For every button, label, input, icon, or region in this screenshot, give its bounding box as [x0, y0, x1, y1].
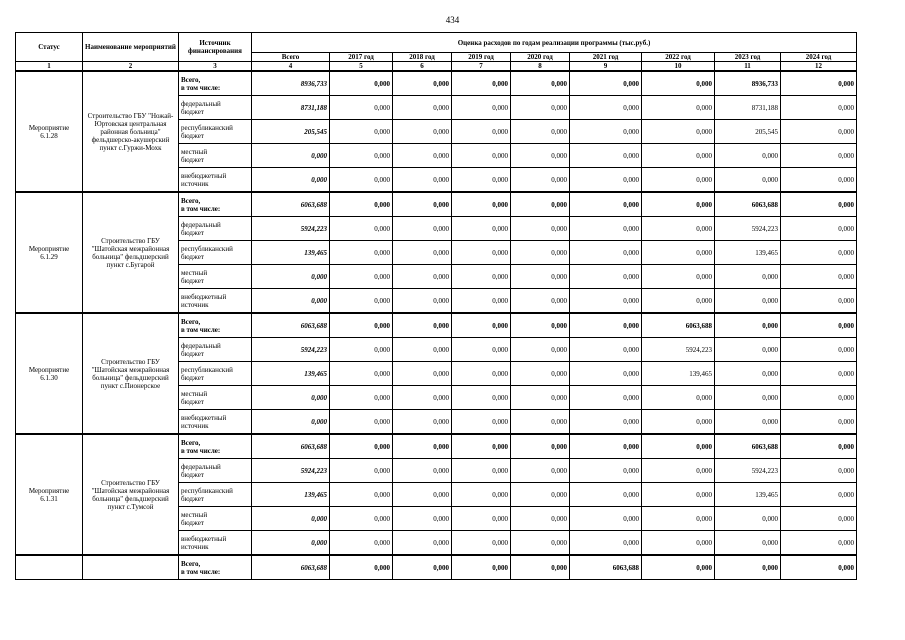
year-value-cell: 0,000 [452, 265, 511, 289]
year-value-cell: 0,000 [642, 386, 715, 410]
total-cell: 8731,188 [252, 96, 330, 120]
year-value-cell: 0,000 [715, 265, 781, 289]
year-value-cell: 0,000 [393, 507, 452, 531]
year-value-cell: 0,000 [452, 96, 511, 120]
year-value-cell: 0,000 [330, 338, 393, 362]
year-value-cell: 0,000 [330, 362, 393, 386]
year-value-cell: 0,000 [452, 289, 511, 314]
year-value-cell: 0,000 [511, 144, 570, 168]
page-number: 434 [445, 15, 460, 25]
year-value-cell: 0,000 [781, 144, 857, 168]
year-value-cell: 6063,688 [570, 555, 642, 580]
year-value-cell: 0,000 [330, 241, 393, 265]
total-cell: 6063,688 [252, 313, 330, 338]
year-value-cell: 0,000 [330, 386, 393, 410]
year-value-cell: 0,000 [330, 217, 393, 241]
column-number: 7 [452, 62, 511, 72]
column-number: 1 [16, 62, 83, 72]
year-value-cell: 0,000 [642, 192, 715, 217]
year-value-cell: 0,000 [781, 168, 857, 193]
year-value-cell: 0,000 [781, 555, 857, 580]
year-value-cell: 0,000 [511, 362, 570, 386]
year-value-cell: 0,000 [570, 241, 642, 265]
year-value-cell: 0,000 [570, 96, 642, 120]
year-value-cell: 0,000 [511, 265, 570, 289]
year-value-cell: 0,000 [570, 265, 642, 289]
year-value-cell: 0,000 [781, 531, 857, 556]
year-value-cell: 0,000 [570, 120, 642, 144]
year-value-cell: 0,000 [570, 192, 642, 217]
event-status: Мероприятие 6.1.28 [16, 71, 83, 192]
year-value-cell: 0,000 [452, 434, 511, 459]
year-value-cell: 0,000 [393, 192, 452, 217]
year-value-cell: 0,000 [781, 241, 857, 265]
year-value-cell: 0,000 [511, 192, 570, 217]
year-value-cell: 0,000 [393, 531, 452, 556]
total-cell: 0,000 [252, 507, 330, 531]
year-value-cell: 0,000 [781, 338, 857, 362]
year-value-cell: 0,000 [452, 120, 511, 144]
header-status: Статус [16, 33, 83, 62]
year-value-cell: 0,000 [570, 144, 642, 168]
funding-source: местный бюджет [179, 507, 252, 531]
year-value-cell: 0,000 [393, 434, 452, 459]
year-value-cell: 0,000 [511, 386, 570, 410]
funding-source: Всего, в том числе: [179, 313, 252, 338]
header-source: Источник финансирования [179, 33, 252, 62]
year-value-cell: 0,000 [511, 71, 570, 96]
total-cell: 205,545 [252, 120, 330, 144]
year-value-cell: 0,000 [715, 507, 781, 531]
year-value-cell: 8731,188 [715, 96, 781, 120]
year-value-cell: 0,000 [330, 192, 393, 217]
total-cell: 6063,688 [252, 192, 330, 217]
header-year: 2023 год [715, 53, 781, 62]
event-name: Строительство ГБУ "Шатойская межрайонная больница" фельдшерский пункт с.Пионерское [83, 313, 179, 434]
total-cell: 0,000 [252, 531, 330, 556]
year-value-cell: 0,000 [642, 289, 715, 314]
column-number: 5 [330, 62, 393, 72]
year-value-cell: 0,000 [570, 434, 642, 459]
column-number: 11 [715, 62, 781, 72]
table-row [16, 192, 857, 217]
year-value-cell: 5924,223 [715, 217, 781, 241]
year-value-cell: 0,000 [393, 217, 452, 241]
year-value-cell: 0,000 [393, 410, 452, 435]
year-value-cell: 0,000 [642, 507, 715, 531]
funding-source: местный бюджет [179, 265, 252, 289]
event-name [83, 555, 179, 580]
table-row [16, 313, 857, 338]
year-value-cell: 0,000 [452, 192, 511, 217]
year-value-cell: 0,000 [452, 386, 511, 410]
header-year: 2018 год [393, 53, 452, 62]
year-value-cell: 0,000 [330, 96, 393, 120]
funding-source: внебюджетный источник [179, 168, 252, 193]
total-cell: 5924,223 [252, 338, 330, 362]
year-value-cell: 0,000 [452, 168, 511, 193]
event-name: Строительство ГБУ "Шатойская межрайонная больница" фельдшерский пункт с.Бугарой [83, 192, 179, 313]
year-value-cell: 0,000 [781, 265, 857, 289]
year-value-cell: 0,000 [570, 386, 642, 410]
year-value-cell: 0,000 [715, 531, 781, 556]
year-value-cell: 0,000 [570, 313, 642, 338]
year-value-cell: 0,000 [781, 71, 857, 96]
year-value-cell: 0,000 [393, 265, 452, 289]
year-value-cell: 0,000 [642, 168, 715, 193]
year-value-cell: 0,000 [393, 168, 452, 193]
year-value-cell: 0,000 [781, 289, 857, 314]
year-value-cell: 0,000 [511, 338, 570, 362]
year-value-cell: 0,000 [781, 96, 857, 120]
year-value-cell: 0,000 [393, 241, 452, 265]
year-value-cell: 0,000 [393, 338, 452, 362]
header-year: 2020 год [511, 53, 570, 62]
year-value-cell: 0,000 [393, 289, 452, 314]
funding-source: федеральный бюджет [179, 217, 252, 241]
total-cell: 0,000 [252, 168, 330, 193]
year-value-cell: 0,000 [511, 217, 570, 241]
total-cell: 0,000 [252, 410, 330, 435]
header-year: 2022 год [642, 53, 715, 62]
column-number: 12 [781, 62, 857, 72]
funding-source: республиканский бюджет [179, 241, 252, 265]
total-cell: 8936,733 [252, 71, 330, 96]
year-value-cell: 139,465 [715, 241, 781, 265]
year-value-cell: 0,000 [330, 507, 393, 531]
year-value-cell: 0,000 [511, 313, 570, 338]
year-value-cell: 5924,223 [642, 338, 715, 362]
total-cell: 6063,688 [252, 555, 330, 580]
year-value-cell: 0,000 [330, 410, 393, 435]
year-value-cell: 0,000 [452, 241, 511, 265]
year-value-cell: 0,000 [781, 192, 857, 217]
year-value-cell: 0,000 [330, 144, 393, 168]
year-value-cell: 0,000 [642, 120, 715, 144]
year-value-cell: 0,000 [642, 459, 715, 483]
year-value-cell: 0,000 [642, 217, 715, 241]
funding-source: федеральный бюджет [179, 459, 252, 483]
budget-table [15, 32, 857, 580]
funding-source: Всего, в том числе: [179, 555, 252, 580]
year-value-cell: 0,000 [511, 96, 570, 120]
funding-source: республиканский бюджет [179, 483, 252, 507]
year-value-cell: 0,000 [570, 483, 642, 507]
year-value-cell: 0,000 [393, 555, 452, 580]
year-value-cell: 0,000 [642, 96, 715, 120]
funding-source: Всего, в том числе: [179, 71, 252, 96]
year-value-cell: 139,465 [642, 362, 715, 386]
year-value-cell: 0,000 [781, 434, 857, 459]
column-number: 8 [511, 62, 570, 72]
funding-source: внебюджетный источник [179, 289, 252, 314]
funding-source: местный бюджет [179, 144, 252, 168]
total-cell: 139,465 [252, 483, 330, 507]
funding-source: внебюджетный источник [179, 410, 252, 435]
year-value-cell: 0,000 [511, 410, 570, 435]
year-value-cell: 0,000 [781, 410, 857, 435]
funding-source: республиканский бюджет [179, 362, 252, 386]
total-cell: 6063,688 [252, 434, 330, 459]
year-value-cell: 0,000 [452, 144, 511, 168]
funding-source: республиканский бюджет [179, 120, 252, 144]
year-value-cell: 5924,223 [715, 459, 781, 483]
funding-source: Всего, в том числе: [179, 192, 252, 217]
year-value-cell: 0,000 [330, 555, 393, 580]
year-value-cell: 0,000 [715, 313, 781, 338]
year-value-cell: 0,000 [511, 483, 570, 507]
year-value-cell: 0,000 [781, 120, 857, 144]
total-cell: 5924,223 [252, 459, 330, 483]
year-value-cell: 0,000 [781, 313, 857, 338]
event-status [16, 555, 83, 580]
year-value-cell: 0,000 [781, 507, 857, 531]
year-value-cell: 0,000 [511, 434, 570, 459]
year-value-cell: 0,000 [570, 507, 642, 531]
funding-source: федеральный бюджет [179, 338, 252, 362]
year-value-cell: 0,000 [330, 459, 393, 483]
column-number: 3 [179, 62, 252, 72]
year-value-cell: 0,000 [511, 555, 570, 580]
year-value-cell: 0,000 [452, 71, 511, 96]
column-number: 2 [83, 62, 179, 72]
year-value-cell: 0,000 [781, 483, 857, 507]
header-year: 2024 год [781, 53, 857, 62]
year-value-cell: 0,000 [570, 459, 642, 483]
year-value-cell: 0,000 [393, 96, 452, 120]
year-value-cell: 0,000 [452, 313, 511, 338]
year-value-cell: 0,000 [393, 71, 452, 96]
column-number: 9 [570, 62, 642, 72]
header-estimate: Оценка расходов по годам реализации программы (тыс.руб.) [252, 33, 857, 53]
total-cell: 5924,223 [252, 217, 330, 241]
year-value-cell: 0,000 [570, 362, 642, 386]
year-value-cell: 0,000 [570, 338, 642, 362]
year-value-cell: 0,000 [452, 531, 511, 556]
funding-source: местный бюджет [179, 386, 252, 410]
year-value-cell: 0,000 [330, 289, 393, 314]
table-row [16, 555, 857, 580]
year-value-cell: 0,000 [642, 410, 715, 435]
year-value-cell: 0,000 [393, 313, 452, 338]
year-value-cell: 0,000 [452, 338, 511, 362]
header-total: Всего [252, 53, 330, 62]
event-name: Строительство ГБУ "Ножай-Юртовская центральная районная больница" фельдшерско-акушерский пункт с.Гуржи-Мохк [83, 71, 179, 192]
year-value-cell: 6063,688 [715, 434, 781, 459]
year-value-cell: 0,000 [330, 168, 393, 193]
year-value-cell: 0,000 [452, 459, 511, 483]
year-value-cell: 0,000 [781, 217, 857, 241]
year-value-cell: 0,000 [330, 71, 393, 96]
year-value-cell: 0,000 [715, 555, 781, 580]
year-value-cell: 8936,733 [715, 71, 781, 96]
year-value-cell: 0,000 [393, 120, 452, 144]
year-value-cell: 0,000 [511, 531, 570, 556]
year-value-cell: 0,000 [452, 555, 511, 580]
funding-source: внебюджетный источник [179, 531, 252, 556]
table-row [16, 434, 857, 459]
year-value-cell: 0,000 [511, 120, 570, 144]
event-status: Мероприятие 6.1.30 [16, 313, 83, 434]
total-cell: 0,000 [252, 265, 330, 289]
header-year: 2021 год [570, 53, 642, 62]
year-value-cell: 205,545 [715, 120, 781, 144]
year-value-cell: 0,000 [330, 531, 393, 556]
year-value-cell: 0,000 [570, 531, 642, 556]
total-cell: 0,000 [252, 386, 330, 410]
year-value-cell: 0,000 [393, 362, 452, 386]
total-cell: 0,000 [252, 289, 330, 314]
year-value-cell: 0,000 [715, 144, 781, 168]
year-value-cell: 0,000 [393, 386, 452, 410]
year-value-cell: 0,000 [570, 168, 642, 193]
year-value-cell: 0,000 [511, 289, 570, 314]
year-value-cell: 0,000 [642, 555, 715, 580]
year-value-cell: 0,000 [570, 217, 642, 241]
year-value-cell: 0,000 [452, 362, 511, 386]
year-value-cell: 0,000 [452, 507, 511, 531]
event-name: Строительство ГБУ "Шатойская межрайонная больница" фельдшерский пункт с.Тумсой [83, 434, 179, 555]
year-value-cell: 0,000 [715, 338, 781, 362]
column-number: 6 [393, 62, 452, 72]
year-value-cell: 6063,688 [715, 192, 781, 217]
year-value-cell: 0,000 [715, 289, 781, 314]
funding-source: федеральный бюджет [179, 96, 252, 120]
year-value-cell: 0,000 [511, 507, 570, 531]
total-cell: 0,000 [252, 144, 330, 168]
year-value-cell: 0,000 [393, 483, 452, 507]
year-value-cell: 0,000 [393, 144, 452, 168]
year-value-cell: 0,000 [570, 289, 642, 314]
year-value-cell: 6063,688 [642, 313, 715, 338]
year-value-cell: 0,000 [642, 144, 715, 168]
year-value-cell: 0,000 [781, 459, 857, 483]
year-value-cell: 0,000 [570, 410, 642, 435]
year-value-cell: 0,000 [715, 168, 781, 193]
year-value-cell: 0,000 [715, 386, 781, 410]
header-year: 2017 год [330, 53, 393, 62]
year-value-cell: 0,000 [330, 483, 393, 507]
year-value-cell: 0,000 [715, 362, 781, 386]
year-value-cell: 0,000 [781, 362, 857, 386]
year-value-cell: 0,000 [511, 459, 570, 483]
year-value-cell: 0,000 [330, 313, 393, 338]
total-cell: 139,465 [252, 241, 330, 265]
year-value-cell: 0,000 [642, 434, 715, 459]
year-value-cell: 0,000 [570, 71, 642, 96]
column-number: 4 [252, 62, 330, 72]
year-value-cell: 0,000 [452, 410, 511, 435]
year-value-cell: 0,000 [642, 483, 715, 507]
year-value-cell: 0,000 [330, 265, 393, 289]
column-number: 10 [642, 62, 715, 72]
year-value-cell: 0,000 [642, 265, 715, 289]
event-status: Мероприятие 6.1.29 [16, 192, 83, 313]
year-value-cell: 0,000 [330, 120, 393, 144]
header-event: Наименование мероприятий [83, 33, 179, 62]
year-value-cell: 139,465 [715, 483, 781, 507]
year-value-cell: 0,000 [642, 241, 715, 265]
total-cell: 139,465 [252, 362, 330, 386]
table-row [16, 71, 857, 96]
year-value-cell: 0,000 [452, 217, 511, 241]
year-value-cell: 0,000 [393, 459, 452, 483]
table-body [16, 71, 857, 580]
year-value-cell: 0,000 [511, 241, 570, 265]
header-year: 2019 год [452, 53, 511, 62]
year-value-cell: 0,000 [511, 168, 570, 193]
year-value-cell: 0,000 [642, 71, 715, 96]
year-value-cell: 0,000 [330, 434, 393, 459]
event-status: Мероприятие 6.1.31 [16, 434, 83, 555]
year-value-cell: 0,000 [452, 483, 511, 507]
year-value-cell: 0,000 [642, 531, 715, 556]
year-value-cell: 0,000 [715, 410, 781, 435]
year-value-cell: 0,000 [781, 386, 857, 410]
funding-source: Всего, в том числе: [179, 434, 252, 459]
